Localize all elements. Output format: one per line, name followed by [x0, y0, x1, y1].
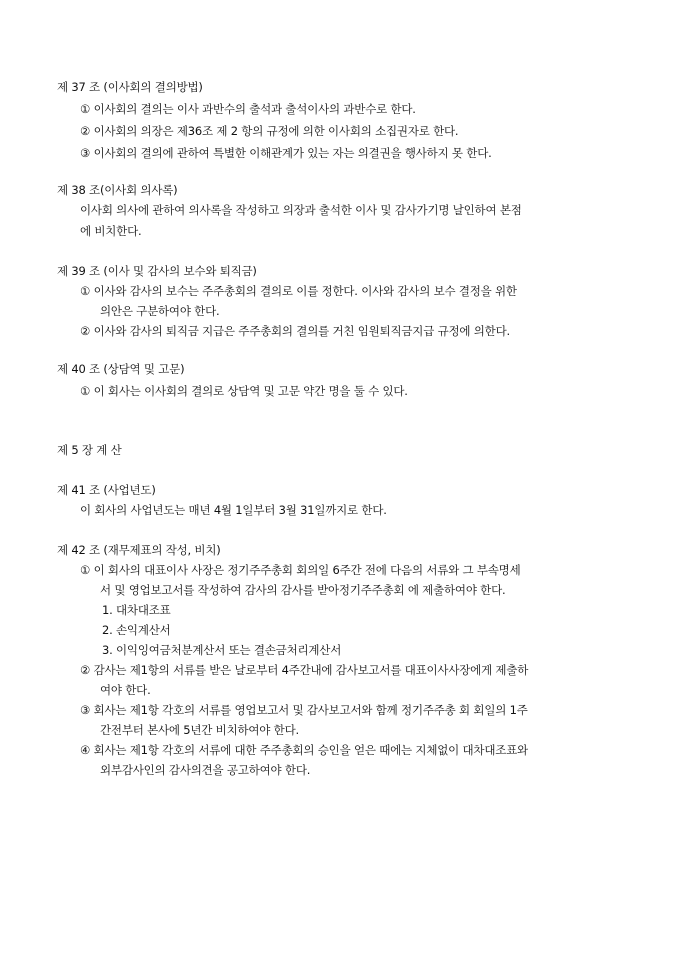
article-42-item-4-line-2: 외부감사인의 감사의견을 공고하여야 한다. — [100, 763, 311, 777]
article-42-item-3-line-1: ③ 회사는 제1항 각호의 서류를 영업보고서 및 감사보고서와 함께 정기주주총 회 회일의 1주 — [80, 703, 528, 717]
article-39-item-2: ② 이사와 감사의 퇴직금 지급은 주주총회의 결의를 거친 임원퇴직금지급 규정에 의한다. — [80, 324, 510, 338]
article-41-text: 이 회사의 사업년도는 매년 4월 1일부터 3월 31일까지로 한다. — [80, 503, 387, 517]
article-42-subitem-3: 3. 이익잉여금처분계산서 또는 결손금처리계산서 — [102, 643, 342, 657]
article-39-heading: 제 39 조 (이사 및 감사의 보수와 퇴직금) — [57, 264, 257, 278]
article-42-item-2-line-2: 여야 한다. — [100, 683, 151, 697]
article-37-item-3: ③ 이사회의 결의에 관하여 특별한 이해관계가 있는 자는 의결권을 행사하지 못 한다. — [80, 146, 492, 160]
article-42-subitem-2: 2. 손익계산서 — [102, 623, 171, 637]
article-41-heading: 제 41 조 (사업년도) — [57, 483, 156, 497]
article-42-item-1-line-2: 서 및 영업보고서를 작성하여 감사의 감사를 받아정기주주총회 에 제출하여야 한다. — [100, 583, 506, 597]
article-38-text-line-1: 이사회 의사에 관하여 의사록을 작성하고 의장과 출석한 이사 및 감사가기명 날인하여 본점 — [80, 203, 522, 217]
article-37-heading: 제 37 조 (이사회의 결의방법) — [57, 80, 203, 94]
article-42-item-1-line-1: ① 이 회사의 대표이사 사장은 정기주주총회 회의일 6주간 전에 다음의 서류와 그 부속명세 — [80, 563, 521, 577]
chapter-5-title: 제 5 장 계 산 — [57, 443, 122, 457]
article-39-item-1-line-2: 의안은 구분하여야 한다. — [100, 304, 220, 318]
article-42-item-2-line-1: ② 감사는 제1항의 서류를 받은 날로부터 4주간내에 감사보고서를 대표이사사장에게 제출하 — [80, 663, 529, 677]
article-39-item-1-line-1: ① 이사와 감사의 보수는 주주총회의 결의로 이를 정한다. 이사와 감사의 보수 결정을 위한 — [80, 284, 517, 298]
article-40-item-1: ① 이 회사는 이사회의 결의로 상담역 및 고문 약간 명을 둘 수 있다. — [80, 384, 408, 398]
article-42-item-4-line-1: ④ 회사는 제1항 각호의 서류에 대한 주주총회의 승인을 얻은 때에는 지체없이 대차대조표와 — [80, 743, 528, 757]
article-42-item-3-line-2: 간전부터 본사에 5년간 비치하여야 한다. — [100, 723, 299, 737]
article-42-heading: 제 42 조 (재무제표의 작성, 비치) — [57, 543, 221, 557]
article-38-heading: 제 38 조(이사회 의사록) — [57, 183, 178, 197]
article-37-item-1: ① 이사회의 결의는 이사 과반수의 출석과 출석이사의 과반수로 한다. — [80, 102, 416, 116]
article-38-text-line-2: 에 비치한다. — [80, 224, 142, 238]
article-42-subitem-1: 1. 대차대조표 — [102, 603, 171, 617]
article-40-heading: 제 40 조 (상담역 및 고문) — [57, 362, 185, 376]
article-37-item-2: ② 이사회의 의장은 제36조 제 2 항의 규정에 의한 이사회의 소집권자로 한다. — [80, 124, 459, 138]
